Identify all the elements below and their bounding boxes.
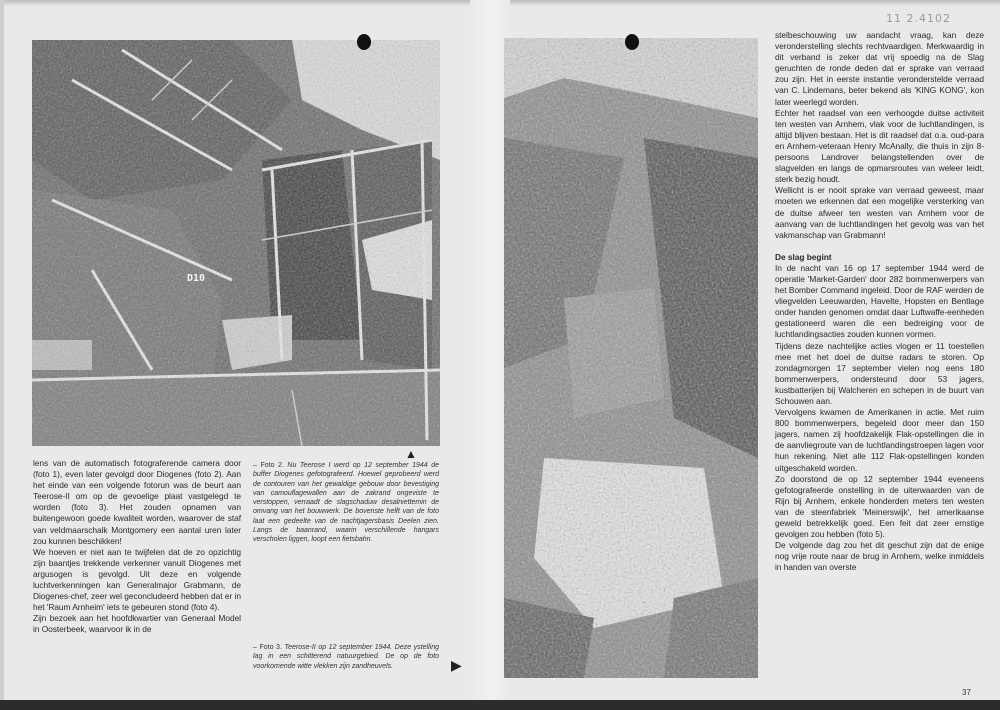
scan-bottom-edge	[0, 700, 1000, 710]
page-number: 37	[962, 688, 971, 697]
paragraph: Zo doorstond de op 12 september 1944 eveneens gefotografeerde onstelling in de uiterwaarden van de Rijn bij Arnhem, enkele honderden meters ten westen van de steenfabriek 'Meinerswijk', het amerikaanse geweld betrekkelijk goed. Een feit dat zeer ernstige gevolgen zou hebben (foto 5).	[775, 473, 984, 540]
section-heading: De slag begint	[775, 251, 832, 262]
aerial-photo-teerose	[504, 38, 758, 678]
caption-label: – Foto 2.	[253, 462, 284, 469]
handwritten-note: 11 2.4102	[886, 12, 951, 25]
paragraph: lens van de automatisch fotograferende camera door (foto 1), even later gevolgd door Diogenes (foto 2). Aan het einde van een volgende fotorun was de beurt aan Teerose-II om op de gevoelige plaat vastgelegd te worden (foto 3). Het zouden opnamen van buitengewoon goede kwaliteit worden, waarover de staf van veldmaarschalk Montgomery een aantal uren later zou kunnen beschikken!	[33, 458, 241, 546]
aerial-photo-diogenes	[32, 40, 440, 446]
scan-left-edge	[0, 0, 4, 700]
paragraph: stelbeschouwing uw aandacht vraag, kan deze veronderstelling slechts rechtvaardigen. Merkwaardig in dit verband is zeker dat vrij spoedig na de Slag geruchten de ronde deden dat er sprake van verraad zou zijn. Het in eerste instantie veronderstelde verraad van C. Lindemans, beter bekend als 'KING KONG', kon later weerlegd worden.	[775, 30, 984, 107]
punch-hole-right	[625, 34, 639, 50]
caption-foto-3	[253, 643, 439, 671]
paragraph: We hoeven er niet aan te twijfelen dat de zo opzichtig zijn baantjes trekkende verkenner vanuit Diogenes met argusogen is gevolgd. Uit deze en volgende luchtverkenningen kan Generalmajor Grabmann, de Diogenes-chef, zeer wel geconcludeerd hebben dat er in het 'Raum Arnheim' iets te gebeuren stond (foto 4).	[33, 546, 241, 613]
punch-hole-left	[357, 34, 371, 50]
paragraph: Tijdens deze nachtelijke acties vlogen er 11 toestellen mee met het doel de duitse radars te storen. Op zondagmorgen 17 september vielen nog eens 180 bommenwerpers, ondersteund door 53 jagers, kustbatterijen bij Walcheren en schepen in de buurt van Schouwen aan.	[775, 340, 984, 406]
left-page-body	[33, 458, 241, 636]
photo-marker-label: D10	[187, 273, 206, 284]
paragraph: Echter het raadsel van een verhoogde duitse activiteit ten westen van Arnhem, vlak voor de luchtlandingen, is altijd blijven bestaan. Het is dit raadsel dat o.a. oud-para en Arnhem-veteraan Henry McAnally, die thuis in zijn 8-persoons Landrover belangstellenden over de slagvelden en langs de opmarsroutes van weleer leidt, sterk bezig houdt.	[775, 107, 984, 185]
paragraph: De volgende dag zou het dit geschut zijn dat de enige nog vrije route naar de brug in Arnhem, welke inmiddels in handen van overste	[775, 540, 984, 573]
paragraph: In de nacht van 16 op 17 september 1944 werd de operatie 'Market-Garden' door 282 bommenwerpers van het Bomber Command ingeleid. Door de RAF werden de vliegvelden Leeuwarden, Havelte, Hopsten en Bentlage onder handen genomen omdat daar Luftwaffe-eenheden gestationeerd waren die een bedreiging voor de luchtlandingsacties zouden kunnen vormen.	[775, 262, 984, 340]
caption-text: Teerose-II op 12 september 1944. Deze ystelling lag in een schitterend natuurgebied. De op de foto voorkomende witte vlekken zijn zandheuvels.	[253, 644, 439, 670]
triangle-up-icon: ▲	[405, 447, 417, 461]
caption-foto-2	[253, 461, 439, 545]
paragraph: Wellicht is er nooit sprake van verraad geweest, maar moeten we erkennen dat een mogelijke versterking van de duitse afweer ten westen van Arnhem voor de aanvang van de luchtlandingen het gevolg was van het vakmanschap van Grabmann!	[775, 185, 984, 240]
right-page-body	[775, 30, 984, 574]
caption-label: – Foto 3.	[253, 644, 282, 651]
caption-text: Nu Teerose I werd op 12 september 1944 de buffer Diogenes gefotografeerd. Hoewel geprobeerd werd de contouren van het gewaldige gebouw door bevestiging van camouflagewallen aan de zakrand ongeviste te verstoppen, verraadt de slagschaduw desalniettemin de omvang van het bouwwerk. De bovenste helft van de foto laat een gedeelte van de nachtjagersbasis Deelen zien. Langs de baanrand, waarin verschillende hangars verscholen liggen, loopt een fietsbahn.	[253, 462, 439, 544]
triangle-right-icon: ▶	[451, 657, 462, 673]
paragraph: Zijn bezoek aan het hoofdkwartier van Generaal Model in Oosterbeek, waarvoor ik in de	[33, 613, 241, 635]
paragraph: Vervolgens kwamen de Amerikanen in actie. Met ruim 800 bommenwerpers, begeleid door meer dan 150 jagers, namen zij hoofdzakelijk Flak-opstellingen die in de aanvliegroute van de luchtlandingstroepen lagen voor hun rekening. Niet alle 112 Flak-opstellingen konden uitgeschakeld worden.	[775, 407, 984, 473]
